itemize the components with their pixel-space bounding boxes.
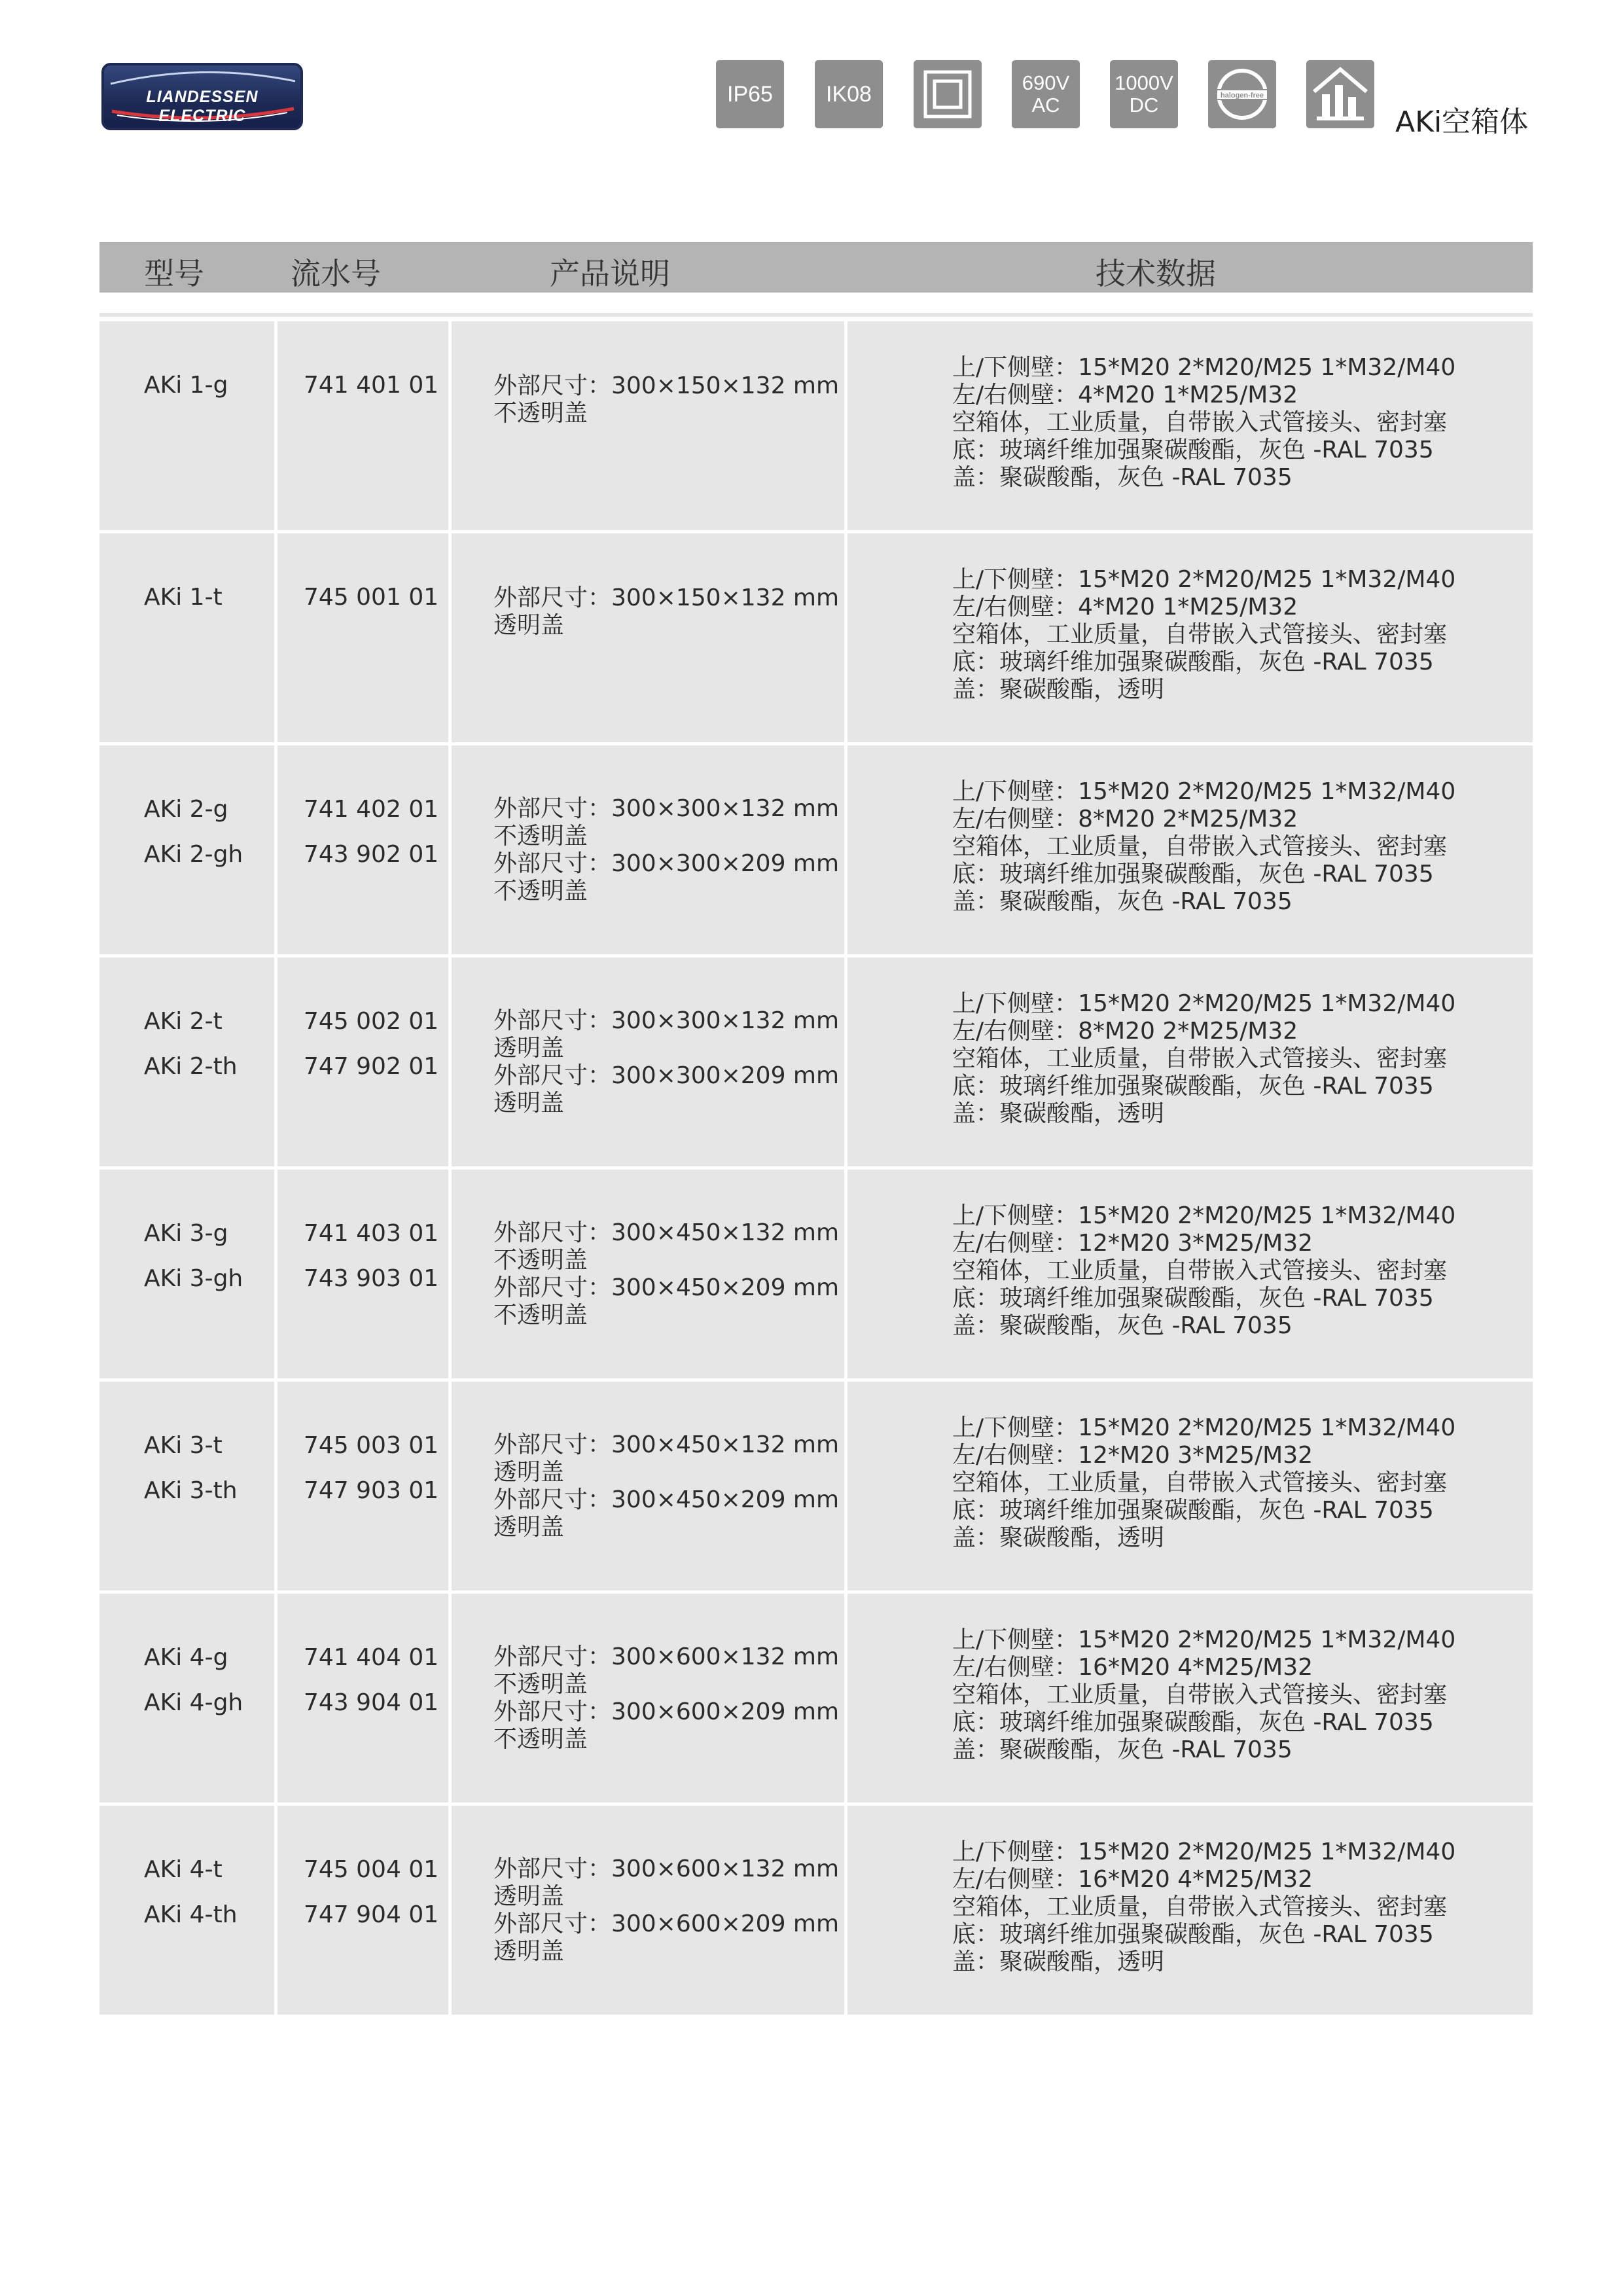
description-line: 透明盖 — [493, 1883, 565, 1910]
description-line: 不透明盖 — [493, 878, 588, 905]
tech-data-line: 盖：聚碳酸酯，灰色 -RAL 7035 — [952, 464, 1293, 491]
serial-cell — [277, 321, 448, 530]
tech-data-line: 空箱体，工业质量，自带嵌入式管接头、密封塞 — [952, 409, 1448, 436]
tech-data-line: 盖：聚碳酸酯，灰色 -RAL 7035 — [952, 1736, 1293, 1763]
tech-data-cell — [847, 1594, 1533, 1803]
tech-data-line: 左/右侧壁：12*M20 3*M25/M32 — [952, 1230, 1313, 1257]
description-line: 不透明盖 — [493, 1726, 588, 1753]
model-name: AKi 1-t — [144, 584, 223, 611]
description-cell — [452, 1806, 844, 2015]
description-line: 透明盖 — [493, 1938, 565, 1965]
badge-label: IK08 — [826, 81, 872, 107]
table-row — [99, 958, 1533, 1166]
description-line: 外部尺寸：300×300×132 mm — [493, 1007, 840, 1034]
description-cell — [452, 958, 844, 1166]
serial-number: 745 002 01 — [304, 1008, 439, 1035]
logo-text: LIANDESSEN ELECTRIC — [146, 88, 259, 125]
description-line: 不透明盖 — [493, 1302, 588, 1329]
description-cell — [452, 1170, 844, 1378]
badge-label: IP65 — [727, 81, 773, 107]
tech-data-cell — [847, 321, 1533, 530]
model-name: AKi 3-t — [144, 1432, 223, 1459]
model-cell — [99, 1806, 274, 2015]
description-cell — [452, 321, 844, 530]
description-line: 不透明盖 — [493, 1671, 588, 1698]
description-line: 外部尺寸：300×600×132 mm — [493, 1856, 840, 1882]
description-line: 外部尺寸：300×450×209 mm — [493, 1486, 840, 1513]
column-header-model: 型号 — [144, 256, 204, 291]
serial-number: 745 001 01 — [304, 584, 439, 611]
badge-line: DC — [1129, 94, 1159, 117]
tech-data-line: 上/下侧壁：15*M20 2*M20/M25 1*M32/M40 — [952, 354, 1456, 381]
tech-data-cell — [847, 1170, 1533, 1378]
model-name: AKi 2-t — [144, 1008, 223, 1035]
model-name: AKi 4-th — [144, 1901, 238, 1928]
serial-number: 741 402 01 — [304, 796, 439, 823]
tech-data-line: 左/右侧壁：16*M20 4*M25/M32 — [952, 1866, 1313, 1893]
tech-data-line: 底：玻璃纤维加强聚碳酸酯，灰色 -RAL 7035 — [952, 1497, 1434, 1524]
serial-cell — [277, 1382, 448, 1590]
tech-data-line: 上/下侧壁：15*M20 2*M20/M25 1*M32/M40 — [952, 778, 1456, 805]
description-line: 外部尺寸：300×300×209 mm — [493, 850, 840, 877]
table-row — [99, 745, 1533, 954]
column-header-serial: 流水号 — [291, 256, 381, 291]
description-line: 透明盖 — [493, 612, 565, 639]
double-square-icon — [921, 68, 974, 120]
tech-data-line: 盖：聚碳酸酯，透明 — [952, 1948, 1165, 1975]
halogen-free-label: halogen-free — [1220, 92, 1264, 99]
tech-data-cell — [847, 745, 1533, 954]
serial-number: 747 902 01 — [304, 1053, 439, 1080]
ik08-badge — [815, 60, 883, 128]
tech-data-line: 底：玻璃纤维加强聚碳酸酯，灰色 -RAL 7035 — [952, 1921, 1434, 1948]
serial-number: 743 903 01 — [304, 1265, 439, 1292]
description-cell — [452, 1594, 844, 1803]
table-row — [99, 321, 1533, 530]
serial-number: 741 401 01 — [304, 372, 439, 399]
tech-data-line: 底：玻璃纤维加强聚碳酸酯，灰色 -RAL 7035 — [952, 437, 1434, 463]
page-title: AKi空箱体 — [1395, 105, 1529, 139]
model-name: AKi 4-gh — [144, 1689, 243, 1716]
tech-data-line: 盖：聚碳酸酯，灰色 -RAL 7035 — [952, 1312, 1293, 1339]
tech-data-cell — [847, 958, 1533, 1166]
tech-data-line: 底：玻璃纤维加强聚碳酸酯，灰色 -RAL 7035 — [952, 649, 1434, 675]
tech-data-line: 上/下侧壁：15*M20 2*M20/M25 1*M32/M40 — [952, 1839, 1456, 1865]
tech-data-line: 左/右侧壁：4*M20 1*M25/M32 — [952, 594, 1298, 620]
model-cell — [99, 1170, 274, 1378]
description-cell — [452, 533, 844, 742]
description-line: 外部尺寸：300×150×132 mm — [493, 584, 840, 611]
tech-data-line: 上/下侧壁：15*M20 2*M20/M25 1*M32/M40 — [952, 990, 1456, 1017]
model-cell — [99, 533, 274, 742]
description-line: 透明盖 — [493, 1090, 565, 1117]
description-line: 外部尺寸：300×450×209 mm — [493, 1274, 840, 1301]
tech-data-line: 左/右侧壁：12*M20 3*M25/M32 — [952, 1442, 1313, 1469]
description-cell — [452, 745, 844, 954]
tech-data-line: 左/右侧壁：4*M20 1*M25/M32 — [952, 382, 1298, 408]
serial-number: 745 003 01 — [304, 1432, 439, 1459]
serial-number: 743 902 01 — [304, 841, 439, 868]
model-name: AKi 2-g — [144, 796, 228, 823]
description-line: 外部尺寸：300×600×132 mm — [493, 1643, 840, 1670]
tech-data-line: 空箱体，工业质量，自带嵌入式管接头、密封塞 — [952, 1681, 1448, 1708]
house-outlet-icon — [1309, 63, 1372, 126]
tech-data-cell — [847, 1806, 1533, 2015]
table-row — [99, 1594, 1533, 1803]
tech-data-line: 底：玻璃纤维加强聚碳酸酯，灰色 -RAL 7035 — [952, 861, 1434, 888]
column-header-tech-data: 技术数据 — [1096, 256, 1216, 291]
serial-number: 747 903 01 — [304, 1477, 439, 1504]
tech-data-line: 空箱体，工业质量，自带嵌入式管接头、密封塞 — [952, 621, 1448, 648]
serial-number: 747 904 01 — [304, 1901, 439, 1928]
model-cell — [99, 958, 274, 1166]
tech-data-line: 左/右侧壁：16*M20 4*M25/M32 — [952, 1654, 1313, 1681]
double-insulation-square-icon — [914, 60, 982, 128]
table-header — [99, 242, 1533, 293]
tech-data-cell — [847, 533, 1533, 742]
model-name: AKi 2-th — [144, 1053, 238, 1080]
description-line: 不透明盖 — [493, 823, 588, 850]
description-line: 外部尺寸：300×450×132 mm — [493, 1431, 840, 1458]
serial-number: 741 403 01 — [304, 1220, 439, 1247]
description-line: 透明盖 — [493, 1035, 565, 1062]
tech-data-line: 上/下侧壁：15*M20 2*M20/M25 1*M32/M40 — [952, 1626, 1456, 1653]
table-row — [99, 1170, 1533, 1378]
serial-cell — [277, 745, 448, 954]
model-cell — [99, 1382, 274, 1590]
tech-data-line: 左/右侧壁：8*M20 2*M25/M32 — [952, 806, 1298, 833]
tech-data-line: 底：玻璃纤维加强聚碳酸酯，灰色 -RAL 7035 — [952, 1285, 1434, 1312]
tech-data-line: 左/右侧壁：8*M20 2*M25/M32 — [952, 1018, 1298, 1045]
model-cell — [99, 321, 274, 530]
description-line: 外部尺寸：300×600×209 mm — [493, 1910, 840, 1937]
model-name: AKi 3-g — [144, 1220, 228, 1247]
header-divider — [99, 313, 1533, 317]
description-cell — [452, 1382, 844, 1590]
description-line: 外部尺寸：300×450×132 mm — [493, 1219, 840, 1246]
tech-data-cell — [847, 1382, 1533, 1590]
description-line: 不透明盖 — [493, 400, 588, 427]
description-line: 外部尺寸：300×300×132 mm — [493, 795, 840, 822]
ip65-badge — [716, 60, 784, 128]
description-line: 外部尺寸：300×600×209 mm — [493, 1698, 840, 1725]
tech-data-line: 底：玻璃纤维加强聚碳酸酯，灰色 -RAL 7035 — [952, 1073, 1434, 1100]
model-name: AKi 4-t — [144, 1856, 223, 1883]
690v-ac-badge — [1012, 60, 1080, 128]
tech-data-line: 盖：聚碳酸酯，透明 — [952, 676, 1165, 703]
description-line: 透明盖 — [493, 1514, 565, 1541]
model-name: AKi 4-g — [144, 1644, 228, 1671]
tech-data-line: 空箱体，工业质量，自带嵌入式管接头、密封塞 — [952, 1045, 1448, 1072]
description-line: 不透明盖 — [493, 1247, 588, 1274]
tech-data-line: 盖：聚碳酸酯，透明 — [952, 1100, 1165, 1127]
description-line: 透明盖 — [493, 1459, 565, 1486]
column-header-description: 产品说明 — [550, 256, 670, 291]
model-name: AKi 2-gh — [144, 841, 243, 868]
serial-number: 741 404 01 — [304, 1644, 439, 1671]
tech-data-line: 空箱体，工业质量，自带嵌入式管接头、密封塞 — [952, 1893, 1448, 1920]
model-cell — [99, 1594, 274, 1803]
tech-data-line: 空箱体，工业质量，自带嵌入式管接头、密封塞 — [952, 1469, 1448, 1496]
tech-data-line: 空箱体，工业质量，自带嵌入式管接头、密封塞 — [952, 1257, 1448, 1284]
description-line: 外部尺寸：300×300×209 mm — [493, 1062, 840, 1089]
badge-line: 1000V — [1115, 71, 1173, 94]
table-row — [99, 1382, 1533, 1590]
serial-cell — [277, 1170, 448, 1378]
tech-data-line: 底：玻璃纤维加强聚碳酸酯，灰色 -RAL 7035 — [952, 1709, 1434, 1736]
badge-line: AC — [1031, 94, 1060, 117]
serial-cell — [277, 958, 448, 1166]
tech-data-line: 盖：聚碳酸酯，灰色 -RAL 7035 — [952, 888, 1293, 915]
tech-data-line: 上/下侧壁：15*M20 2*M20/M25 1*M32/M40 — [952, 1414, 1456, 1441]
serial-number: 745 004 01 — [304, 1856, 439, 1883]
table-row — [99, 1806, 1533, 2015]
serial-cell — [277, 533, 448, 742]
serial-cell — [277, 1594, 448, 1803]
halogen-free-icon — [1208, 60, 1276, 128]
model-name: AKi 1-g — [144, 372, 228, 399]
tech-data-line: 盖：聚碳酸酯，透明 — [952, 1524, 1165, 1551]
serial-number: 743 904 01 — [304, 1689, 439, 1716]
description-line: 外部尺寸：300×150×132 mm — [493, 372, 840, 399]
table-row — [99, 533, 1533, 742]
1000v-dc-badge — [1110, 60, 1178, 128]
serial-cell — [277, 1806, 448, 2015]
tech-data-line: 上/下侧壁：15*M20 2*M20/M25 1*M32/M40 — [952, 1202, 1456, 1229]
tech-data-line: 上/下侧壁：15*M20 2*M20/M25 1*M32/M40 — [952, 566, 1456, 593]
installation-icon — [1306, 60, 1374, 128]
badge-line: 690V — [1022, 71, 1070, 94]
certification-badges — [0, 60, 1623, 132]
tech-data-line: 空箱体，工业质量，自带嵌入式管接头、密封塞 — [952, 833, 1448, 860]
model-cell — [99, 745, 274, 954]
model-name: AKi 3-th — [144, 1477, 238, 1504]
model-name: AKi 3-gh — [144, 1265, 243, 1292]
halogen-free-circle-icon — [1212, 64, 1272, 124]
